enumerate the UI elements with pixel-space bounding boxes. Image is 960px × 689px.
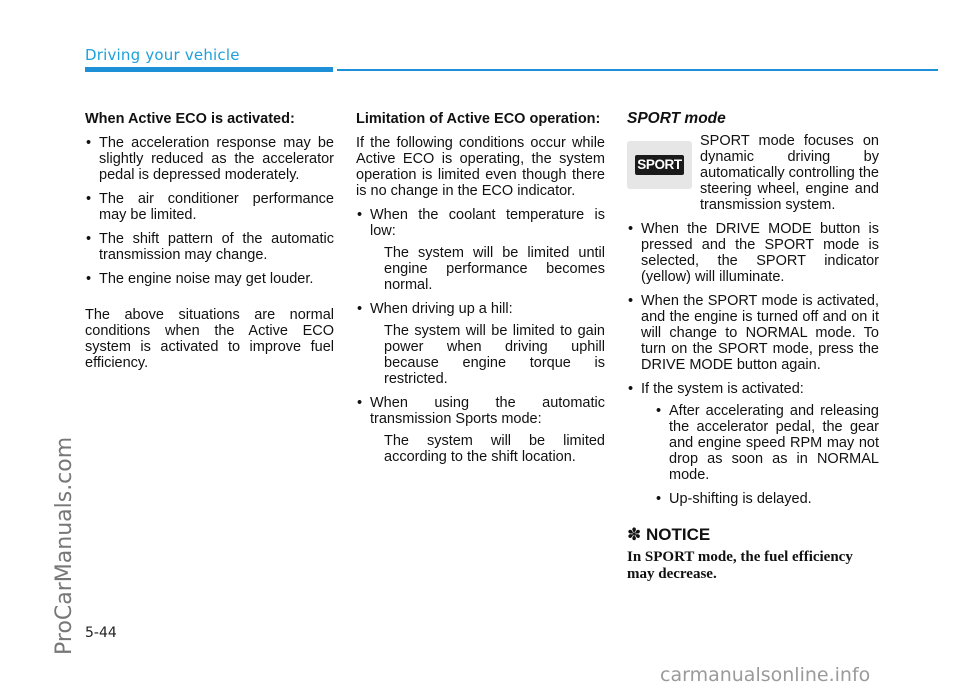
column-sport-mode bbox=[627, 111, 879, 583]
notice-text: In SPORT mode, the fuel efficiency may decrease. bbox=[627, 549, 853, 582]
limitation-intro: If the following conditions occur while Active ECO is operating, the system operation is limited even though there is no change in the ECO indicator. bbox=[356, 135, 605, 199]
condition-label: When the coolant temperature is low: bbox=[370, 207, 605, 239]
list-item bbox=[356, 207, 605, 293]
sport-intro-block bbox=[627, 133, 879, 213]
header-rule-thick bbox=[85, 67, 333, 72]
limitation-heading: Limitation of Active ECO operation: bbox=[356, 111, 601, 127]
condition-detail: The system will be limited according to the shift location. bbox=[384, 433, 605, 465]
column-active-eco bbox=[85, 111, 334, 379]
side-watermark: ProCarManuals.com bbox=[52, 436, 77, 655]
condition-detail: The system will be limited until engine performance becomes normal. bbox=[384, 245, 605, 293]
list-item bbox=[356, 395, 605, 465]
header-rule-thin bbox=[337, 69, 938, 71]
sport-bullet-list bbox=[627, 221, 879, 507]
notice-title: NOTICE bbox=[645, 525, 711, 544]
active-eco-paragraph: The above situations are normal conditions when the Active ECO system is activated to improve fuel efficiency. bbox=[85, 307, 334, 371]
notice-heading bbox=[627, 527, 879, 543]
activated-list bbox=[641, 403, 879, 507]
active-eco-bullet-list bbox=[85, 135, 334, 287]
sport-intro-text: SPORT mode focuses on dynamic driving by automatically controlling the steering wheel, engine and transmission system. bbox=[700, 133, 879, 213]
footer-watermark-url: carmanualsonline.info bbox=[660, 664, 871, 686]
list-item: • The shift pattern of the automatic transmission may change. bbox=[85, 231, 334, 263]
list-item bbox=[627, 381, 879, 507]
list-item bbox=[356, 301, 605, 387]
sport-indicator-icon bbox=[627, 141, 692, 189]
notice-star-icon: ✽ bbox=[627, 525, 642, 544]
section-title: Driving your vehicle bbox=[85, 46, 240, 64]
list-item: • The air conditioner performance may be limited. bbox=[85, 191, 334, 223]
list-item: • After accelerating and releasing the accelerator pedal, the gear and engine speed RPM may not drop as soon as in NORMAL mode. bbox=[655, 403, 879, 483]
limitation-list bbox=[356, 207, 605, 465]
list-item: • Up-shifting is delayed. bbox=[655, 491, 879, 507]
condition-label: When using the automatic transmission Sports mode: bbox=[370, 395, 605, 427]
activated-label: If the system is activated: bbox=[641, 381, 804, 397]
list-item: • The engine noise may get louder. bbox=[85, 271, 334, 287]
list-item: • When the DRIVE MODE button is pressed and the SPORT mode is selected, the SPORT indicator (yellow) will illuminate. bbox=[627, 221, 879, 285]
page-number: 5-44 bbox=[85, 625, 117, 641]
active-eco-heading: When Active ECO is activated: bbox=[85, 111, 295, 127]
sport-icon-label: SPORT bbox=[635, 155, 684, 175]
column-eco-limitation bbox=[356, 111, 605, 473]
condition-detail: The system will be limited to gain power when driving uphill because engine torque is restricted. bbox=[384, 323, 605, 387]
condition-label: When driving up a hill: bbox=[370, 301, 513, 317]
sport-mode-heading: SPORT mode bbox=[627, 110, 726, 127]
list-item: • When the SPORT mode is activated, and the engine is turned off and on it will change to NORMAL mode. To turn on the SPORT mode, press the DRIVE MODE button again. bbox=[627, 293, 879, 373]
list-item: • The acceleration response may be slightly reduced as the accelerator pedal is depressed moderately. bbox=[85, 135, 334, 183]
